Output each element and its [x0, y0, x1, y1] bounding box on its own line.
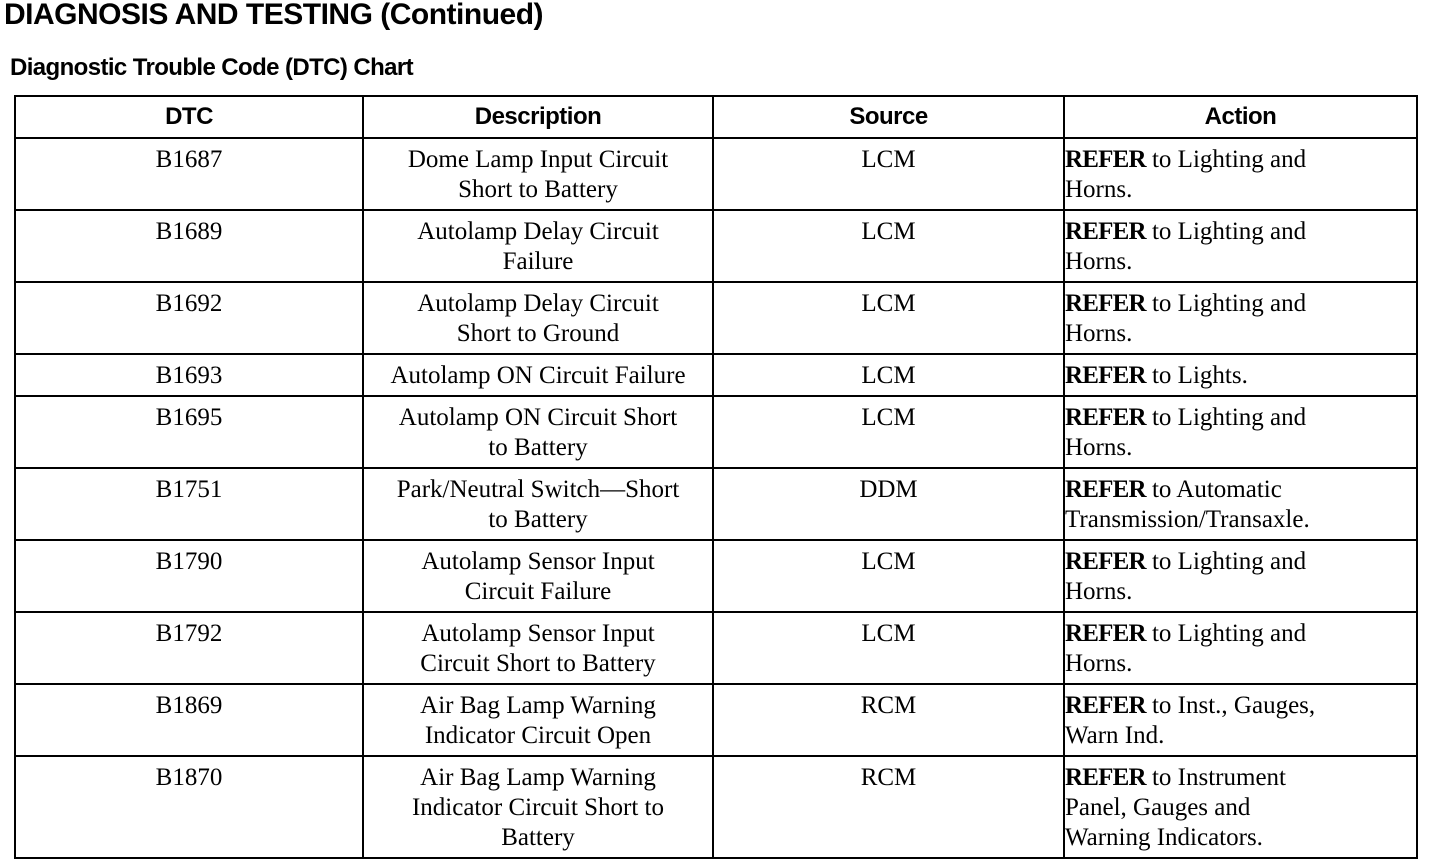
action-line: Warn Ind.	[1065, 722, 1165, 749]
table-row	[15, 612, 1417, 684]
description-line: Autolamp Delay Circuit	[417, 290, 659, 317]
table-row	[15, 282, 1417, 354]
dtc-description	[363, 354, 713, 396]
description-line: Indicator Circuit Open	[424, 722, 652, 749]
table-row	[15, 684, 1417, 756]
table-row	[15, 354, 1417, 396]
dtc-action	[1064, 210, 1417, 282]
description-line: Autolamp Sensor Input	[421, 548, 655, 575]
dtc-action	[1064, 468, 1417, 540]
dtc-description	[363, 396, 713, 468]
dtc-code: B1689	[15, 210, 363, 282]
refer-keyword: REFER	[1065, 620, 1146, 647]
dtc-source: LCM	[713, 540, 1064, 612]
action-line: to Lights.	[1151, 362, 1248, 389]
dtc-source: LCM	[713, 612, 1064, 684]
dtc-code: B1870	[15, 756, 363, 858]
refer-keyword: REFER	[1065, 362, 1146, 389]
action-line: Horns.	[1065, 434, 1133, 461]
action-line: Horns.	[1065, 650, 1133, 677]
description-line: Autolamp ON Circuit Short	[398, 404, 678, 431]
column-header-description: Description	[363, 96, 713, 138]
dtc-source: LCM	[713, 138, 1064, 210]
description-line: Autolamp Sensor Input	[421, 620, 655, 647]
action-line: Horns.	[1065, 176, 1133, 203]
dtc-source: LCM	[713, 396, 1064, 468]
dtc-code: B1869	[15, 684, 363, 756]
refer-keyword: REFER	[1065, 290, 1146, 317]
description-line: Park/Neutral Switch—Short	[396, 476, 680, 503]
dtc-action	[1064, 354, 1417, 396]
dtc-description	[363, 612, 713, 684]
refer-keyword: REFER	[1065, 692, 1146, 719]
action-line: to Lighting and	[1151, 218, 1307, 245]
dtc-source: LCM	[713, 282, 1064, 354]
action-line: to Automatic	[1151, 476, 1282, 503]
dtc-description	[363, 756, 713, 858]
description-line: Air Bag Lamp Warning	[420, 692, 656, 719]
dtc-chart-table	[14, 95, 1418, 859]
description-line: to Battery	[488, 434, 588, 461]
chart-subtitle: Diagnostic Trouble Code (DTC) Chart	[10, 54, 414, 81]
action-line: Horns.	[1065, 248, 1133, 275]
action-line: Warning Indicators.	[1065, 824, 1263, 851]
dtc-source: RCM	[713, 684, 1064, 756]
refer-keyword: REFER	[1065, 218, 1146, 245]
dtc-code: B1751	[15, 468, 363, 540]
dtc-description	[363, 282, 713, 354]
description-line: Failure	[502, 248, 574, 275]
table-row	[15, 210, 1417, 282]
description-line: Air Bag Lamp Warning	[420, 764, 656, 791]
action-line: to Lighting and	[1151, 290, 1307, 317]
dtc-description	[363, 138, 713, 210]
dtc-source: DDM	[713, 468, 1064, 540]
action-line: Horns.	[1065, 320, 1133, 347]
dtc-code: B1687	[15, 138, 363, 210]
dtc-action	[1064, 540, 1417, 612]
action-line: to Instrument	[1151, 764, 1286, 791]
description-line: Short to Ground	[456, 320, 620, 347]
description-line: Circuit Short to Battery	[420, 650, 656, 677]
dtc-description	[363, 468, 713, 540]
dtc-code: B1695	[15, 396, 363, 468]
action-line: Horns.	[1065, 578, 1133, 605]
column-header-source: Source	[713, 96, 1064, 138]
table-row	[15, 396, 1417, 468]
refer-keyword: REFER	[1065, 146, 1146, 173]
dtc-code: B1692	[15, 282, 363, 354]
description-line: Indicator Circuit Short to	[411, 794, 665, 821]
refer-keyword: REFER	[1065, 548, 1146, 575]
column-header-action: Action	[1064, 96, 1417, 138]
dtc-action	[1064, 756, 1417, 858]
action-line: Transmission/Transaxle.	[1065, 506, 1310, 533]
table-header-row	[15, 96, 1417, 138]
dtc-source: LCM	[713, 210, 1064, 282]
dtc-description	[363, 684, 713, 756]
refer-keyword: REFER	[1065, 476, 1146, 503]
dtc-action	[1064, 396, 1417, 468]
refer-keyword: REFER	[1065, 764, 1146, 791]
description-line: Autolamp ON Circuit Failure	[390, 362, 686, 389]
action-line: to Lighting and	[1151, 146, 1307, 173]
dtc-action	[1064, 282, 1417, 354]
action-line: to Lighting and	[1151, 620, 1307, 647]
action-line: to Lighting and	[1151, 404, 1307, 431]
dtc-code: B1693	[15, 354, 363, 396]
table-row	[15, 756, 1417, 858]
description-line: Dome Lamp Input Circuit	[407, 146, 669, 173]
action-line: to Inst., Gauges,	[1151, 692, 1316, 719]
dtc-action	[1064, 684, 1417, 756]
page-title: DIAGNOSIS AND TESTING (Continued)	[4, 0, 544, 31]
refer-keyword: REFER	[1065, 404, 1146, 431]
table-row	[15, 468, 1417, 540]
dtc-code: B1792	[15, 612, 363, 684]
table-row	[15, 138, 1417, 210]
dtc-source: RCM	[713, 756, 1064, 858]
column-header-dtc: DTC	[15, 96, 363, 138]
table-row	[15, 540, 1417, 612]
description-line: Autolamp Delay Circuit	[417, 218, 659, 245]
dtc-description	[363, 540, 713, 612]
description-line: Battery	[501, 824, 575, 851]
description-line: to Battery	[488, 506, 588, 533]
action-line: Panel, Gauges and	[1065, 794, 1251, 821]
action-line: to Lighting and	[1151, 548, 1307, 575]
dtc-description	[363, 210, 713, 282]
dtc-code: B1790	[15, 540, 363, 612]
dtc-source: LCM	[713, 354, 1064, 396]
dtc-action	[1064, 138, 1417, 210]
description-line: Short to Battery	[458, 176, 618, 203]
description-line: Circuit Failure	[464, 578, 612, 605]
dtc-action	[1064, 612, 1417, 684]
